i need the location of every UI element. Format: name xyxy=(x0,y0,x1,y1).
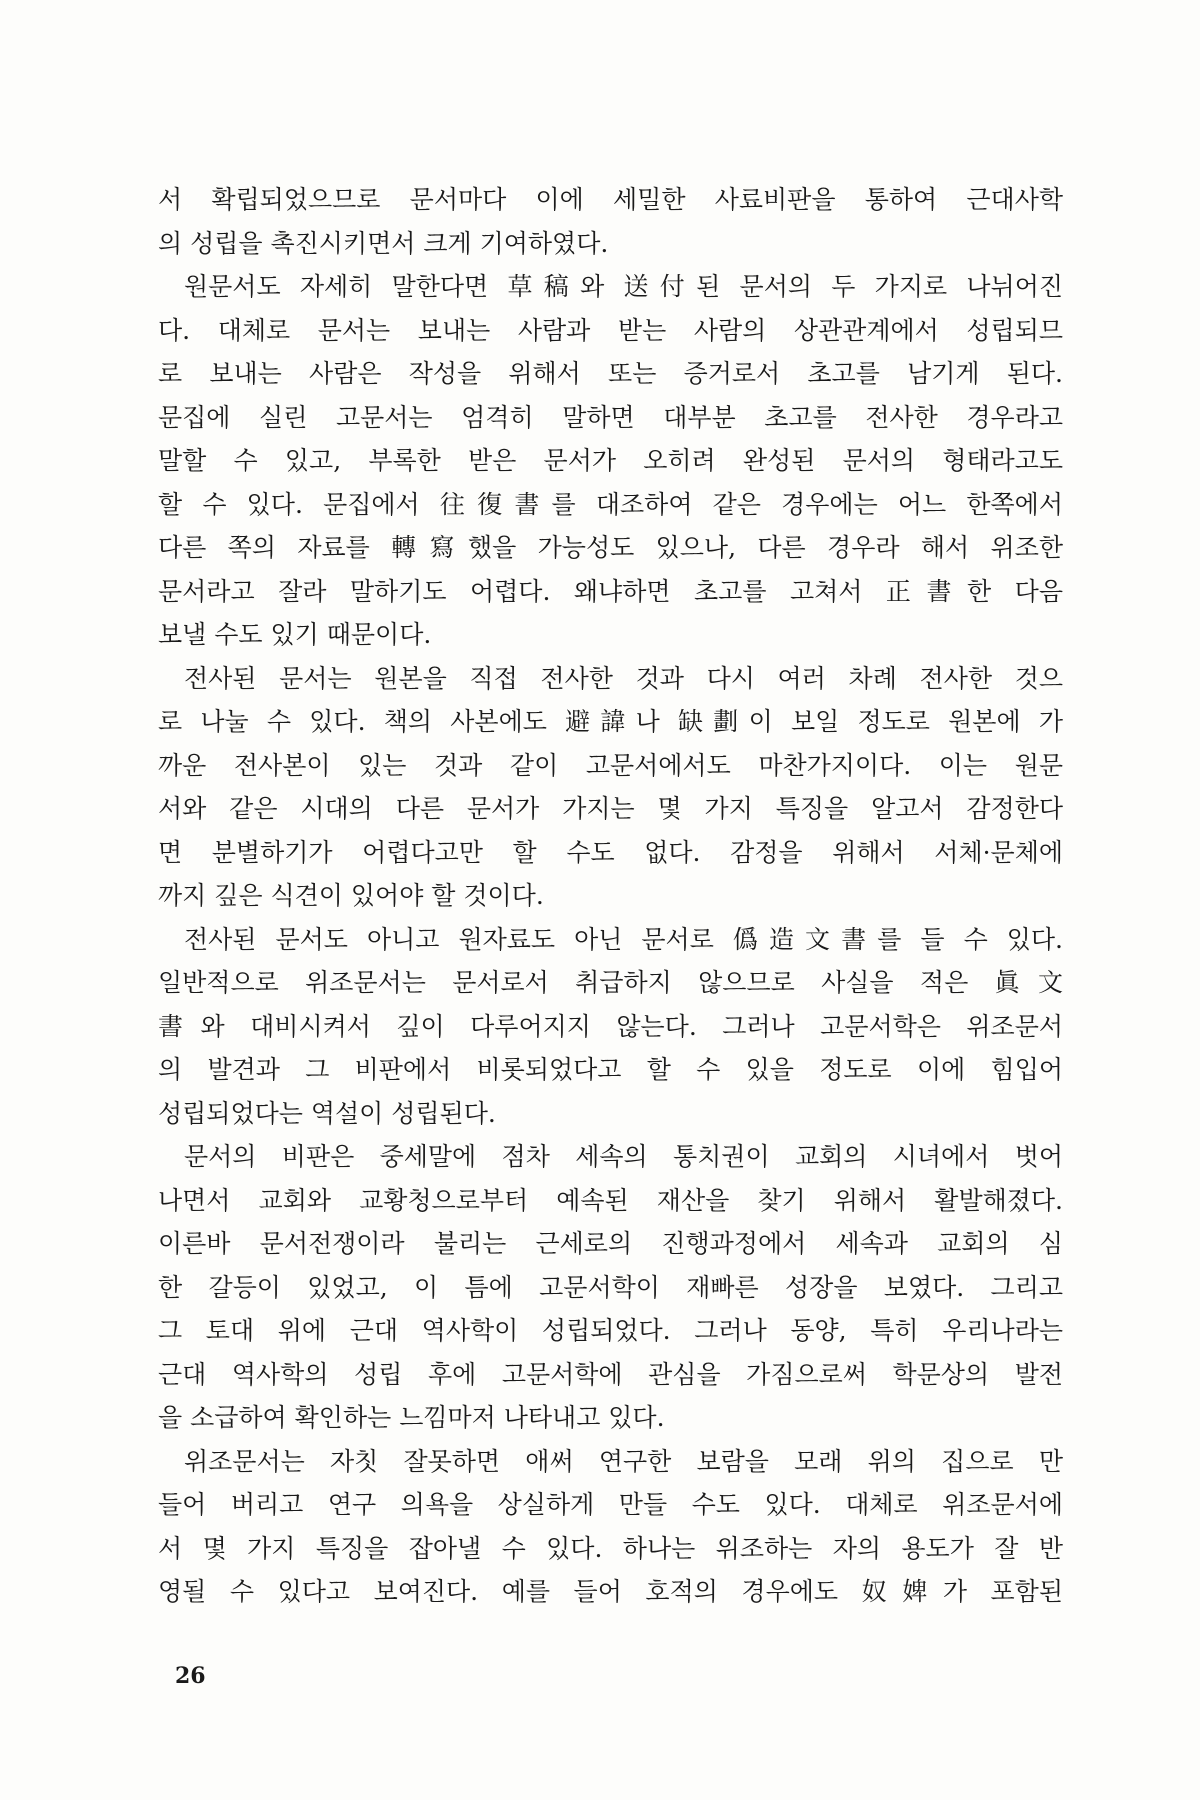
text-line: 영될 수 있다고 보여진다. 예를 들어 호적의 경우에도 奴婢가 포함된 xyxy=(158,1577,1063,1606)
text-line: 그 토대 위에 근대 역사학이 성립되었다. 그러나 동양, 특히 우리나라는 xyxy=(158,1316,1063,1345)
text-line: 들어 버리고 연구 의욕을 상실하게 만들 수도 있다. 대체로 위조문서에 xyxy=(158,1490,1063,1519)
paragraph xyxy=(158,178,1063,265)
text-line: 일반적으로 위조문서는 문서로서 취급하지 않으므로 사실을 적은 眞文 xyxy=(158,968,1063,997)
text-line: 로 보내는 사람은 작성을 위해서 또는 증거로서 초고를 남기게 된다. xyxy=(158,359,1063,388)
text-line: 서와 같은 시대의 다른 문서가 가지는 몇 가지 특징을 알고서 감정한다 xyxy=(158,794,1063,823)
text-line: 면 분별하기가 어렵다고만 할 수도 없다. 감정을 위해서 서체·문체에 xyxy=(158,837,1063,867)
text-line: 의 발견과 그 비판에서 비롯되었다고 할 수 있을 정도로 이에 힘입어 xyxy=(158,1055,1063,1084)
text-line: 전사된 문서도 아니고 원자료도 아닌 문서로 僞造文書를 들 수 있다. xyxy=(184,924,1063,954)
paragraph xyxy=(158,918,1063,1136)
paragraph xyxy=(158,1440,1063,1614)
text-line: 원문서도 자세히 말한다면 草稿와 送付된 문서의 두 가지로 나뉘어진 xyxy=(184,272,1063,301)
text-line: 까지 깊은 식견이 있어야 할 것이다. xyxy=(158,881,544,910)
text-line: 문서라고 잘라 말하기도 어렵다. 왜냐하면 초고를 고쳐서 正書한 다음 xyxy=(158,576,1063,606)
text-line: 한 갈등이 있었고, 이 틈에 고문서학이 재빠른 성장을 보였다. 그리고 xyxy=(158,1272,1063,1302)
text-line: 다. 대체로 문서는 보내는 사람과 받는 사람의 상관관계에서 성립되므 xyxy=(158,315,1063,345)
text-line: 근대 역사학의 성립 후에 고문서학에 관심을 가짐으로써 학문상의 발전 xyxy=(158,1359,1063,1389)
text-line: 말할 수 있고, 부록한 받은 문서가 오히려 완성된 문서의 형태라고도 xyxy=(158,446,1063,475)
text-line: 書와 대비시켜서 깊이 다루어지지 않는다. 그러나 고문서학은 위조문서 xyxy=(158,1011,1063,1041)
text-line: 이른바 문서전쟁이라 불리는 근세로의 진행과정에서 세속과 교회의 심 xyxy=(158,1229,1063,1258)
text-line: 을 소급하여 확인하는 느낌마저 나타내고 있다. xyxy=(158,1403,665,1432)
paragraph xyxy=(158,657,1063,918)
text-line: 까운 전사본이 있는 것과 같이 고문서에서도 마찬가지이다. 이는 원문 xyxy=(158,750,1063,780)
body-text xyxy=(158,178,1063,1614)
paragraph xyxy=(158,1135,1063,1440)
text-line: 전사된 문서는 원본을 직접 전사한 것과 다시 여러 차례 전사한 것으 xyxy=(184,663,1063,693)
text-line: 서 몇 가지 특징을 잡아낼 수 있다. 하나는 위조하는 자의 용도가 잘 반 xyxy=(158,1533,1063,1563)
text-line: 의 성립을 촉진시키면서 크게 기여하였다. xyxy=(158,228,609,258)
text-line: 로 나눌 수 있다. 책의 사본에도 避諱나 缺劃이 보일 정도로 원본에 가 xyxy=(158,707,1063,736)
text-line: 위조문서는 자칫 잘못하면 애써 연구한 보람을 모래 위의 집으로 만 xyxy=(184,1446,1063,1476)
paragraph xyxy=(158,265,1063,657)
text-line: 보낼 수도 있기 때문이다. xyxy=(158,620,432,649)
text-line: 문서의 비판은 중세말에 점차 세속의 통치권이 교회의 시녀에서 벗어 xyxy=(184,1142,1063,1171)
page-number: 26 xyxy=(175,1663,206,1689)
text-line: 다른 쪽의 자료를 轉寫했을 가능성도 있으나, 다른 경우라 해서 위조한 xyxy=(158,533,1063,562)
text-line: 나면서 교회와 교황청으로부터 예속된 재산을 찾기 위해서 활발해졌다. xyxy=(158,1185,1063,1215)
text-line: 성립되었다는 역설이 성립된다. xyxy=(158,1098,496,1128)
text-line: 할 수 있다. 문집에서 往復書를 대조하여 같은 경우에는 어느 한쪽에서 xyxy=(158,489,1063,519)
text-line: 서 확립되었으므로 문서마다 이에 세밀한 사료비판을 통하여 근대사학 xyxy=(158,185,1063,214)
text-line: 문집에 실린 고문서는 엄격히 말하면 대부분 초고를 전사한 경우라고 xyxy=(158,402,1063,432)
